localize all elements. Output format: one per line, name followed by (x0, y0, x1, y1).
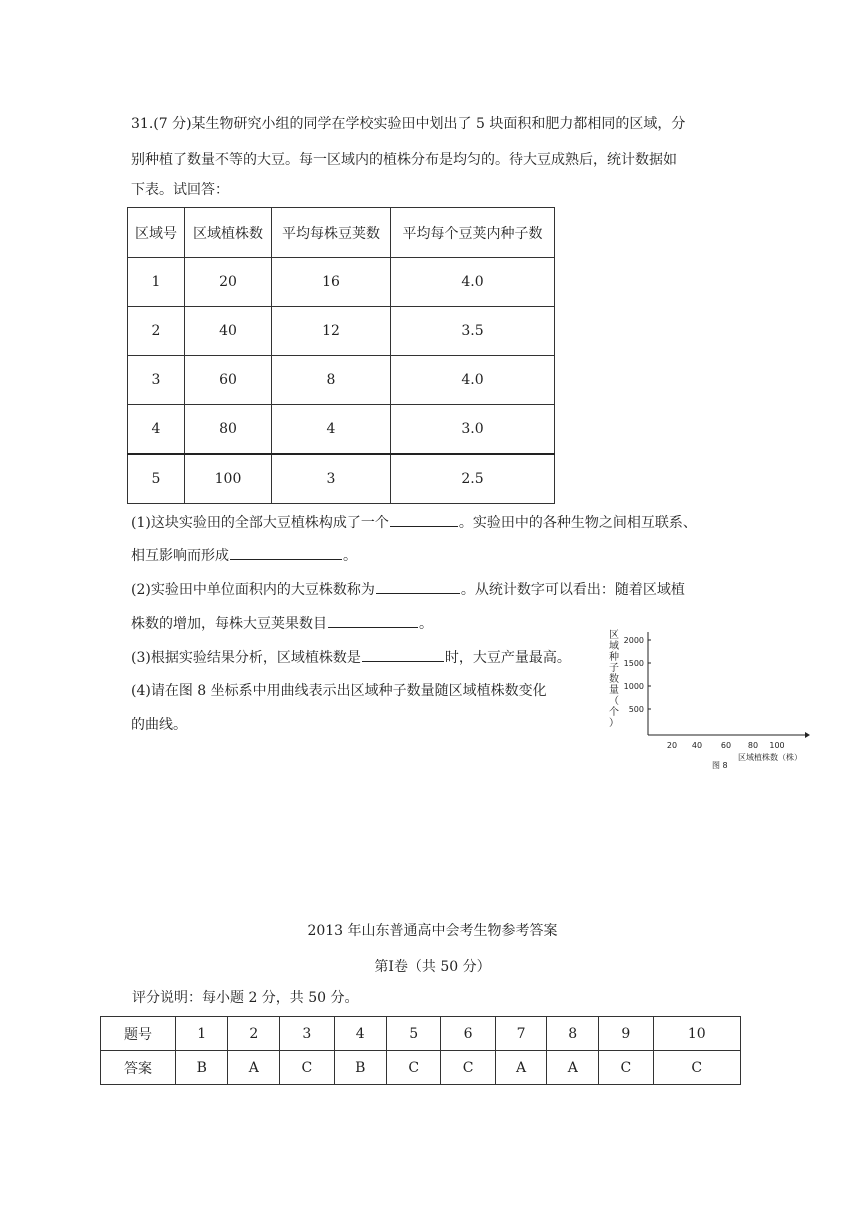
table-cell: 2.5 (391, 454, 555, 504)
y-axis-label (609, 629, 619, 729)
question-line-2: 别种植了数量不等的大豆。每一区域内的植株分布是均匀的。待大豆成熟后，统计数据如 (131, 152, 677, 168)
y-axis-label-char: 数 (609, 674, 619, 685)
table-row (128, 307, 555, 356)
table-cell: 100 (185, 454, 272, 504)
q3-text-b: 时，大豆产量最高。 (444, 650, 571, 666)
table-cell: C (599, 1051, 653, 1085)
table-cell: 4.0 (391, 356, 555, 405)
answer-table (100, 1016, 741, 1085)
table-cell: 20 (185, 258, 272, 307)
question-line-3: 下表。试回答： (131, 182, 229, 198)
table-cell: 80 (185, 405, 272, 455)
table-cell: 8 (272, 356, 391, 405)
table-cell: 8 (547, 1017, 599, 1051)
header-cell: 平均每个豆荚内种子数 (391, 208, 555, 258)
table-cell: 2 (128, 307, 185, 356)
subquestion-2-line-1 (131, 579, 685, 600)
y-axis-label-char: 个 (609, 707, 619, 718)
answer-subtitle: 第Ⅰ卷（共 50 分） (374, 959, 491, 975)
table-cell: C (441, 1051, 495, 1085)
answer-blank (328, 613, 418, 628)
x-tick-label: 80 (747, 741, 759, 750)
y-tick-label: 1000 (623, 682, 644, 691)
figure-8-axes (608, 628, 813, 773)
q2-text-b: 。从统计数字可以看出：随着区域植 (460, 582, 685, 598)
y-axis-label-char: ） (609, 718, 619, 729)
table-cell: 1 (128, 258, 185, 307)
data-table (127, 207, 555, 504)
x-axis-label: 区域植株数（株） (738, 753, 802, 762)
q1-text-a: (1)这块实验田的全部大豆植株构成了一个 (131, 515, 389, 531)
table-cell: 10 (653, 1017, 741, 1051)
table-cell: 3 (280, 1017, 334, 1051)
table-cell: 4.0 (391, 258, 555, 307)
table-cell: B (334, 1051, 386, 1085)
q3-text-a: (3)根据实验结果分析，区域植株数是 (131, 650, 361, 666)
y-axis-label-char: 种 (609, 652, 619, 663)
table-cell: A (228, 1051, 280, 1085)
table-cell: B (176, 1051, 228, 1085)
table-cell: 4 (272, 405, 391, 455)
table-row (101, 1051, 741, 1085)
answer-blank (230, 545, 342, 560)
subquestion-1-line-2 (131, 545, 357, 566)
table-cell: 7 (495, 1017, 547, 1051)
header-cell: 区域植株数 (185, 208, 272, 258)
svg-text:区域种子数量（个） (609, 629, 619, 729)
table-cell: 12 (272, 307, 391, 356)
y-tick-label: 500 (628, 705, 644, 714)
y-axis-label-char: （ (609, 696, 619, 707)
question-line-1: 31.(7 分)某生物研究小组的同学在学校实验田中划出了 5 块面积和肥力都相同的区域，分 (131, 116, 686, 132)
table-cell: A (495, 1051, 547, 1085)
table-cell: 5 (386, 1017, 440, 1051)
table-cell: 2 (228, 1017, 280, 1051)
q1-text-c: 相互影响而形成 (131, 548, 229, 564)
subquestion-2-line-2 (131, 613, 433, 634)
subquestion-4-line-1: (4)请在图 8 坐标系中用曲线表示出区域种子数量随区域植株数变化 (131, 683, 547, 699)
answer-title: 2013 年山东普通高中会考生物参考答案 (307, 923, 558, 939)
table-cell: 40 (185, 307, 272, 356)
answer-blank (362, 647, 444, 662)
q2-text-a: (2)实验田中单位面积内的大豆株数称为 (131, 582, 375, 598)
x-tick-label: 100 (769, 741, 785, 750)
table-cell: C (653, 1051, 741, 1085)
table-cell: 6 (441, 1017, 495, 1051)
q1-text-d: 。 (343, 548, 357, 564)
table-cell: C (280, 1051, 334, 1085)
table-cell: 60 (185, 356, 272, 405)
answer-blank (390, 512, 458, 527)
table-cell: 4 (334, 1017, 386, 1051)
y-tick-label: 2000 (623, 636, 644, 645)
table-cell: 9 (599, 1017, 653, 1051)
x-tick-label: 60 (720, 741, 732, 750)
q1-text-b: 。实验田中的各种生物之间相互联系、 (458, 515, 697, 531)
table-cell: A (547, 1051, 599, 1085)
table-cell: 16 (272, 258, 391, 307)
table-row (128, 454, 555, 504)
table-row (128, 405, 555, 455)
table-row (101, 1017, 741, 1051)
table-cell: 3.0 (391, 405, 555, 455)
y-axis-label-char: 域 (609, 641, 619, 652)
table-cell: C (386, 1051, 440, 1085)
y-tick-label: 1500 (623, 659, 644, 668)
q2-text-d: 。 (419, 616, 433, 632)
table-row (128, 258, 555, 307)
table-cell: 题号 (101, 1017, 176, 1051)
scoring-note: 评分说明：每小题 2 分，共 50 分。 (132, 990, 359, 1006)
table-cell: 3 (128, 356, 185, 405)
table-header-row (128, 208, 555, 258)
table-cell: 3 (272, 454, 391, 504)
table-cell: 答案 (101, 1051, 176, 1085)
table-cell: 1 (176, 1017, 228, 1051)
y-axis-label-char: 区 (609, 630, 619, 641)
y-axis-label-char: 量 (609, 685, 619, 696)
x-axis-arrow (805, 732, 810, 738)
header-cell: 区域号 (128, 208, 185, 258)
table-cell: 4 (128, 405, 185, 455)
subquestion-1-line-1 (131, 512, 697, 533)
x-tick-label: 20 (666, 741, 678, 750)
subquestion-3 (131, 647, 571, 668)
table-cell: 5 (128, 454, 185, 504)
figure-caption: 图 8 (712, 761, 728, 770)
table-row (128, 356, 555, 405)
table-cell: 3.5 (391, 307, 555, 356)
q2-text-c: 株数的增加，每株大豆荚果数目 (131, 616, 327, 632)
answer-blank (376, 579, 460, 594)
x-tick-label: 40 (691, 741, 703, 750)
header-cell: 平均每株豆荚数 (272, 208, 391, 258)
y-axis-label-char: 子 (609, 663, 619, 674)
subquestion-4-line-2: 的曲线。 (131, 717, 187, 733)
